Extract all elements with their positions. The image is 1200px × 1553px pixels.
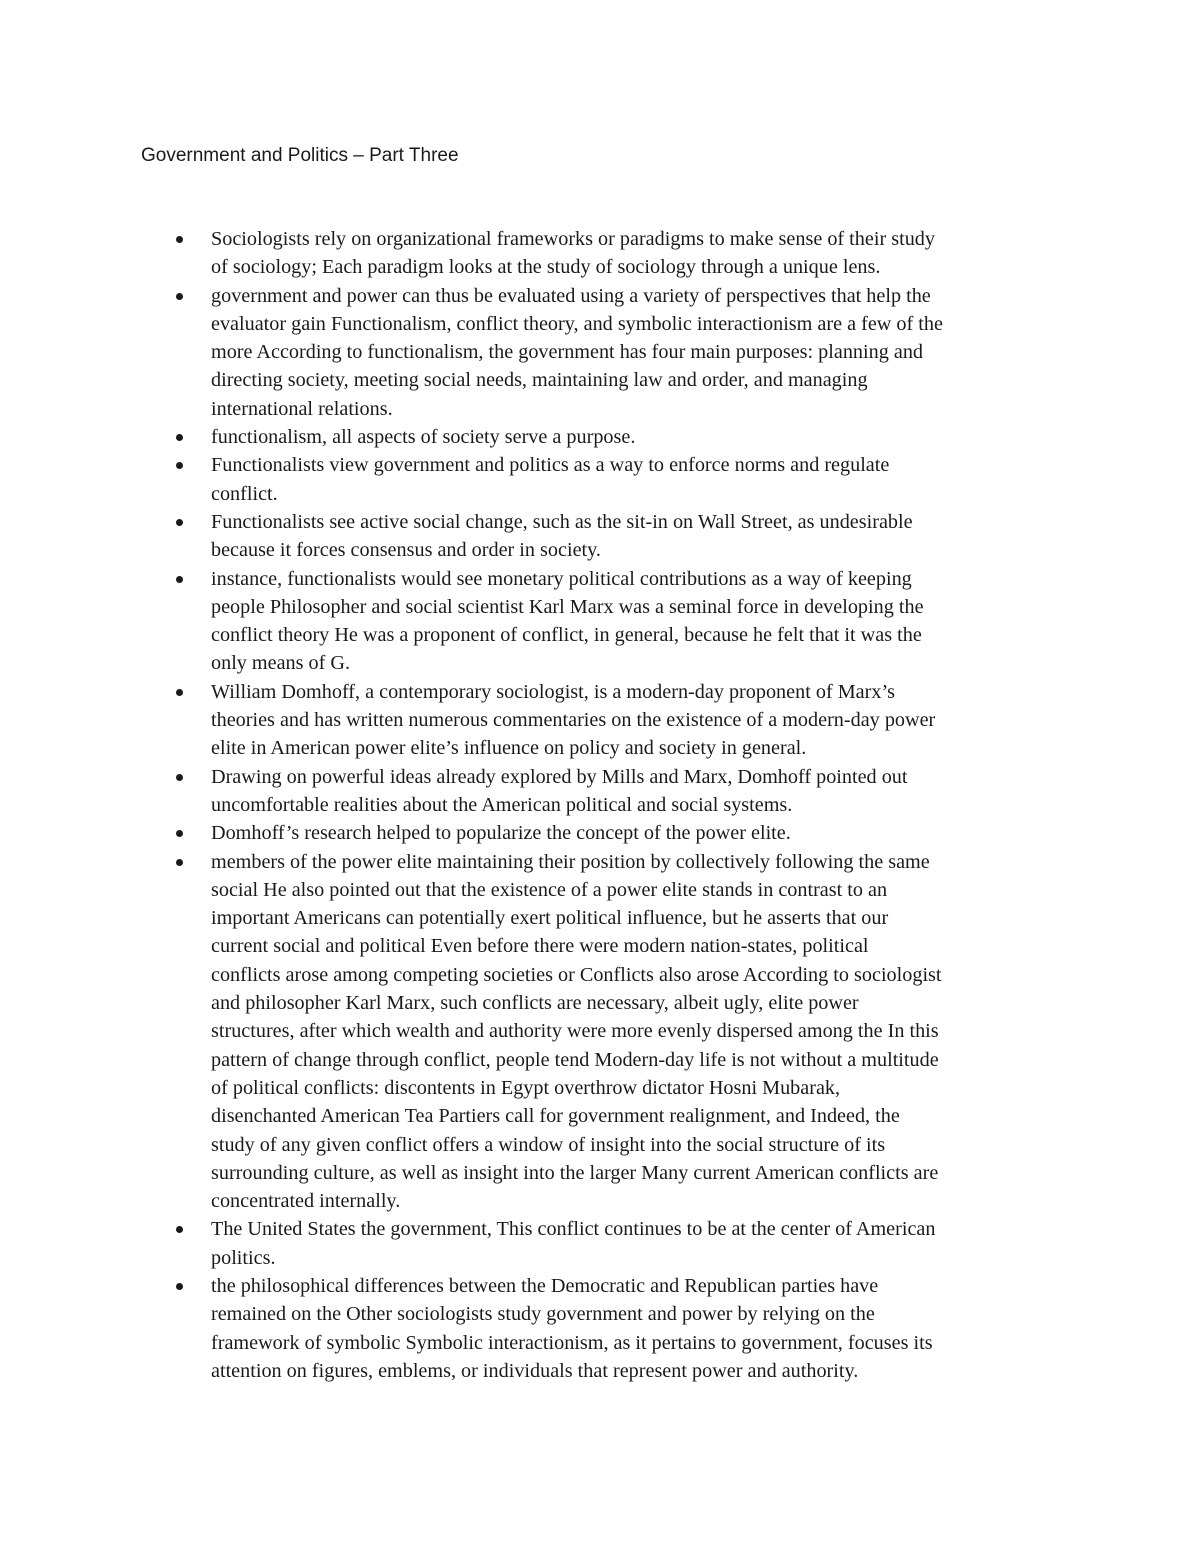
text-line: Functionalists see active social change, such as the sit-in on Wall Street, as undesirable xyxy=(211,510,913,533)
text-line: elite in American power elite’s influence on policy and society in general. xyxy=(211,737,807,760)
bullet-text xyxy=(211,225,1071,282)
bullet-text xyxy=(211,1272,1071,1385)
text-line: framework of symbolic Symbolic interactionism, as it pertains to government, focuses its xyxy=(211,1331,933,1354)
bullet-point-icon xyxy=(176,859,183,866)
bullet-item xyxy=(0,451,1200,508)
bullet-item xyxy=(0,848,1200,1216)
text-line: conflicts arose among competing societies or Conflicts also arose According to sociologist xyxy=(211,963,942,986)
text-line: concentrated internally. xyxy=(211,1190,401,1213)
bullet-text xyxy=(211,508,1071,565)
text-line: members of the power elite maintaining their position by collectively following the same xyxy=(211,850,930,873)
text-line: structures, after which wealth and authority were more evenly dispersed among the In this xyxy=(211,1020,939,1043)
text-line: theories and has written numerous commentaries on the existence of a modern-day power xyxy=(211,709,936,732)
text-line: of political conflicts: discontents in Egypt overthrow dictator Hosni Mubarak, xyxy=(211,1076,841,1099)
text-line: attention on figures, emblems, or individuals that represent power and authority. xyxy=(211,1359,859,1382)
bullet-point-icon xyxy=(176,1283,183,1290)
bullet-item xyxy=(0,763,1200,820)
document-title: Government and Politics – Part Three xyxy=(141,145,459,166)
text-line: because it forces consensus and order in society. xyxy=(211,539,601,562)
bullet-point-icon xyxy=(176,1226,183,1233)
text-line: functionalism, all aspects of society serve a purpose. xyxy=(211,426,636,449)
bullet-item xyxy=(0,1272,1200,1385)
text-line: international relations. xyxy=(211,397,393,420)
text-line: social He also pointed out that the existence of a power elite stands in contrast to an xyxy=(211,878,888,901)
bullet-list xyxy=(0,225,1200,1385)
bullet-point-icon xyxy=(176,689,183,696)
bullet-point-icon xyxy=(176,293,183,300)
text-line: instance, functionalists would see monetary political contributions as a way of keeping xyxy=(211,567,912,590)
bullet-item xyxy=(0,423,1200,451)
text-line: conflict theory He was a proponent of conflict, in general, because he felt that it was the xyxy=(211,624,922,647)
bullet-text xyxy=(211,1215,1071,1272)
text-line: people Philosopher and social scientist Karl Marx was a seminal force in developing the xyxy=(211,595,924,618)
text-line: the philosophical differences between the Democratic and Republican parties have xyxy=(211,1274,879,1297)
text-line: government and power can thus be evaluated using a variety of perspectives that help the xyxy=(211,284,931,307)
bullet-point-icon xyxy=(176,830,183,837)
text-line: important Americans can potentially exert political influence, but he asserts that our xyxy=(211,907,889,930)
bullet-text xyxy=(211,819,1071,847)
text-line: disenchanted American Tea Partiers call for government realignment, and Indeed, the xyxy=(211,1105,900,1128)
text-line: Drawing on powerful ideas already explored by Mills and Marx, Domhoff pointed out xyxy=(211,765,908,788)
text-line: of sociology; Each paradigm looks at the study of sociology through a unique lens. xyxy=(211,256,881,279)
text-line: more According to functionalism, the government has four main purposes: planning and xyxy=(211,341,924,364)
text-line: William Domhoff, a contemporary sociologist, is a modern-day proponent of Marx’s xyxy=(211,680,895,703)
bullet-text xyxy=(211,763,1071,820)
text-line: and philosopher Karl Marx, such conflicts are necessary, albeit ugly, elite power xyxy=(211,992,859,1015)
bullet-item xyxy=(0,282,1200,423)
bullet-text xyxy=(211,282,1071,423)
bullet-text xyxy=(211,848,1071,1216)
bullet-point-icon xyxy=(176,462,183,469)
bullet-text xyxy=(211,678,1071,763)
bullet-point-icon xyxy=(176,774,183,781)
bullet-text xyxy=(211,451,1071,508)
text-line: study of any given conflict offers a window of insight into the social structure of its xyxy=(211,1133,886,1156)
text-line: conflict. xyxy=(211,482,278,505)
text-line: politics. xyxy=(211,1246,276,1269)
text-line: surrounding culture, as well as insight into the larger Many current American conflicts are xyxy=(211,1161,939,1184)
text-line: directing society, meeting social needs, maintaining law and order, and managing xyxy=(211,369,868,392)
text-line: The United States the government, This conflict continues to be at the center of American xyxy=(211,1218,936,1241)
bullet-item xyxy=(0,819,1200,847)
bullet-item xyxy=(0,565,1200,678)
bullet-point-icon xyxy=(176,236,183,243)
bullet-point-icon xyxy=(176,576,183,583)
bullet-item xyxy=(0,508,1200,565)
text-line: pattern of change through conflict, people tend Modern-day life is not without a multitude xyxy=(211,1048,939,1071)
bullet-text xyxy=(211,423,1071,451)
text-line: evaluator gain Functionalism, conflict theory, and symbolic interactionism are a few of the xyxy=(211,312,943,335)
text-line: current social and political Even before there were modern nation-states, political xyxy=(211,935,869,958)
text-line: Sociologists rely on organizational frameworks or paradigms to make sense of their study xyxy=(211,228,935,250)
bullet-point-icon xyxy=(176,519,183,526)
text-line: remained on the Other sociologists study government and power by relying on the xyxy=(211,1303,875,1326)
bullet-item xyxy=(0,678,1200,763)
bullet-item xyxy=(0,1215,1200,1272)
text-line: only means of G. xyxy=(211,652,351,675)
text-line: Functionalists view government and politics as a way to enforce norms and regulate xyxy=(211,454,890,477)
bullet-text xyxy=(211,565,1071,678)
bullet-item xyxy=(0,225,1200,282)
text-line: Domhoff’s research helped to popularize the concept of the power elite. xyxy=(211,822,791,845)
bullet-point-icon xyxy=(176,434,183,441)
text-line: uncomfortable realities about the American political and social systems. xyxy=(211,793,793,816)
